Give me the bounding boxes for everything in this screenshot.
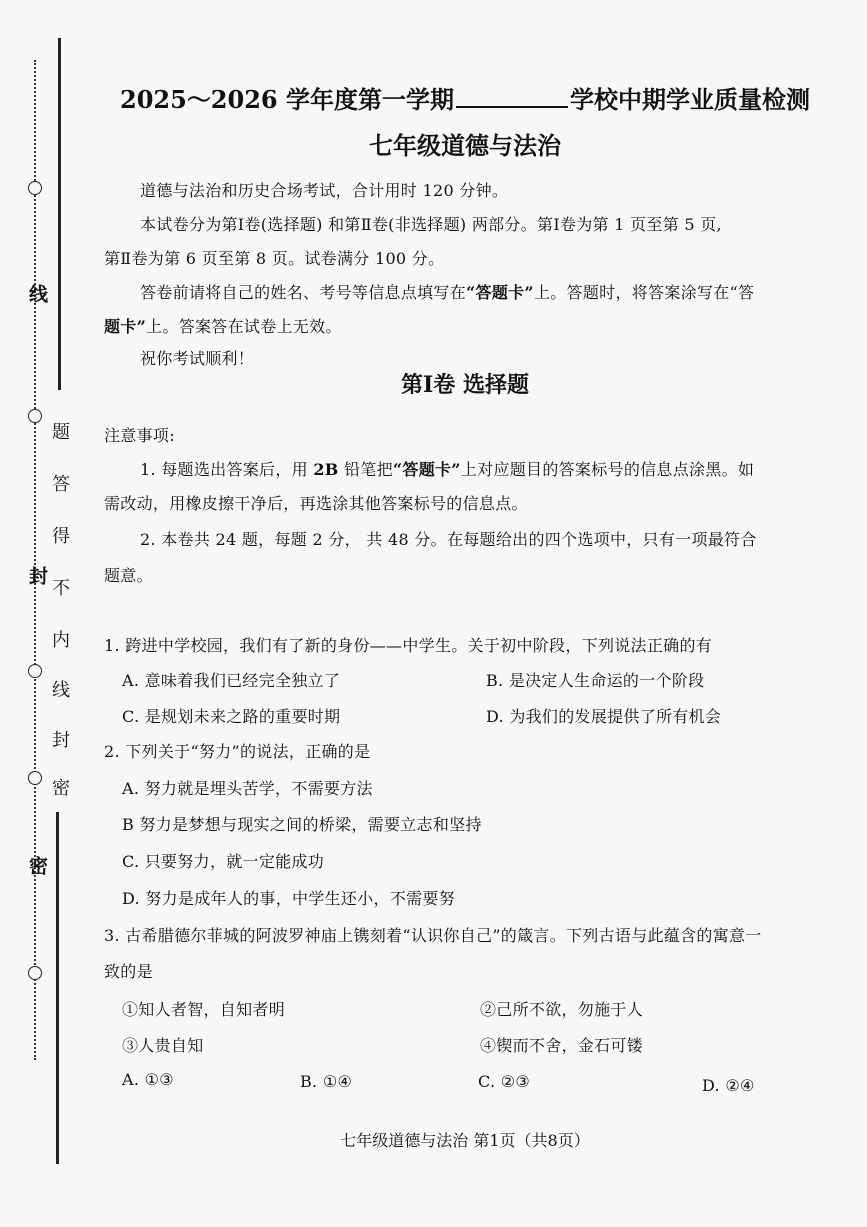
question-1-stem: 1. 跨进中学校园，我们有了新的身份——中学生。关于初中阶段，下列说法正确的有 [104,636,713,655]
margin-char-xian: 线 [26,284,48,303]
margin-hole-circle [28,409,42,423]
margin-char-feng: 封 [26,566,48,585]
question-3-item-1: ①知人者智，自知者明 [122,1000,286,1019]
margin-note-char: 答 [52,474,70,495]
question-1-option-d: D. 为我们的发展提供了所有机会 [486,707,722,726]
question-3-option-b: B. ①④ [300,1072,353,1091]
note-1: 1. 每题选出答案后，用 2B 铅笔把“答题卡”上对应题目的答案标号的信息点涂黑。如 [140,460,755,479]
school-name-blank [456,86,568,108]
question-1-option-c: C. 是规划未来之路的重要时期 [122,707,341,726]
margin-note-char: 线 [52,680,70,701]
question-2-stem: 2. 下列关于“努力”的说法，正确的是 [104,742,371,761]
note-1-cont: 需改动，用橡皮擦干净后，再选涂其他答案标号的信息点。 [104,494,528,513]
question-1-option-a: A. 意味着我们已经完全独立了 [122,671,341,690]
exam-subject: 七年级道德与法治 [369,131,561,160]
question-2-option-b: B 努力是梦想与现实之间的桥梁，需要立志和坚持 [122,815,482,834]
question-3-item-4: ④锲而不舍，金石可镂 [480,1036,644,1055]
page-footer: 七年级道德与法治 第1页（共8页） [340,1131,590,1150]
question-3-item-2: ②己所不欲，勿施于人 [480,1000,644,1019]
margin-note-char: 封 [52,730,70,751]
margin-note-char: 不 [52,578,70,599]
margin-solid-line-bottom [56,812,59,1164]
margin-solid-line-top [58,38,61,390]
margin-hole-circle [28,771,42,785]
margin-dotted-line [34,60,36,1060]
question-3-stem-cont: 致的是 [104,962,153,981]
margin-hole-circle [28,664,42,678]
margin-note-char: 密 [52,778,70,799]
intro-line: 题卡”上。答案答在试卷上无效。 [104,317,342,336]
intro-line: 道德与法治和历史合场考试，合计用时 120 分钟。 [140,181,509,200]
margin-note-char: 得 [52,526,70,547]
intro-line: 祝你考试顺利！ [140,349,255,368]
question-3-option-c: C. ②③ [478,1072,531,1091]
margin-hole-circle [28,181,42,195]
note-2-cont: 题意。 [104,566,153,585]
question-3-item-3: ③人贵自知 [122,1036,204,1055]
question-3-stem: 3. 古希腊德尔菲城的阿波罗神庙上镌刻着“认识你自己”的箴言。下列古语与此蕴含的寓意一 [104,926,762,945]
question-3-option-d: D. ②④ [702,1076,755,1095]
margin-char-mi: 密 [26,856,48,875]
question-3-option-a: A. ①③ [122,1070,174,1089]
margin-hole-circle [28,966,42,980]
margin-note-char: 内 [52,630,70,651]
question-2-option-c: C. 只要努力，就一定能成功 [122,852,325,871]
margin-note-char: 题 [52,422,70,443]
section-title: 第Ⅰ卷 选择题 [401,372,529,398]
title-left: 2025～2026 学年度第一学期 [120,85,454,114]
question-1-option-b: B. 是决定人生命运的一个阶段 [486,671,705,690]
intro-line: 第Ⅱ卷为第 6 页至第 8 页。试卷满分 100 分。 [104,249,445,268]
intro-line: 答卷前请将自己的姓名、考号等信息点填写在“答题卡”上。答题时，将答案涂写在“答 [140,283,755,302]
binding-margin [0,0,80,1227]
intro-line: 本试卷分为第Ⅰ卷(选择题) 和第Ⅱ卷(非选择题) 两部分。第Ⅰ卷为第 1 页至第 5 页, [140,215,722,234]
question-2-option-d: D. 努力是成年人的事，中学生还小，不需要努 [122,889,456,908]
notes-heading: 注意事项: [104,426,175,445]
note-2: 2. 本卷共 24 题，每题 2 分， 共 48 分。在每题给出的四个选项中，只有一项最符合 [140,530,757,549]
exam-title [104,80,826,115]
title-right: 学校中期学业质量检测 [569,85,810,114]
question-2-option-a: A. 努力就是埋头苦学，不需要方法 [122,779,373,798]
